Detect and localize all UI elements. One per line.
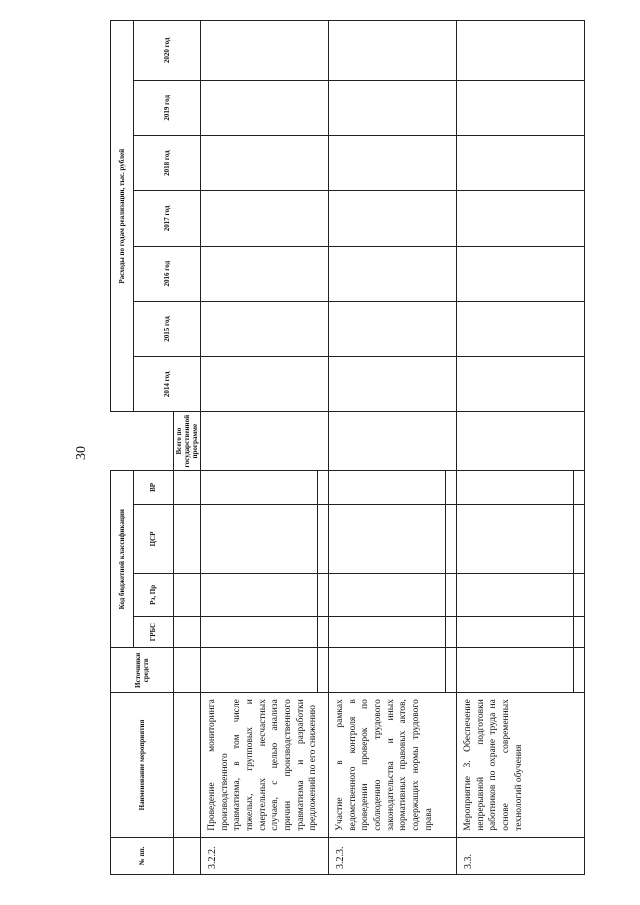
header-name: Наименование мероприятия [111,693,174,838]
row-name: Мероприятие 3. Обеспечение непрерывной подготовки работников по охране труда на основе современных технологий обучения [457,693,585,838]
cell-2016 [201,246,329,301]
cell-2017 [457,191,585,246]
cell-grbs [457,616,585,648]
cell-source [201,648,329,693]
header-vr: ВР [134,470,174,504]
cell-source [457,648,585,693]
cell-2018 [457,135,585,190]
cell-2019 [201,80,329,135]
cell-vr [201,470,329,504]
cell-csr [457,504,585,573]
cell-2015 [201,301,329,356]
cell-2020 [457,21,585,81]
header-source: Источники средств [111,648,174,693]
cell-rzpr [457,574,585,617]
cell-source [329,648,457,693]
header-year-2014: 2014 год [134,357,201,412]
rotated-table-container [110,20,615,875]
header-year-2018: 2018 год [134,135,201,190]
header-total: Всего по государственной программе [174,412,201,470]
cell-2018 [329,135,457,190]
row-name: Проведение мониторинга производственного травматизма, в том числе тяжелых, групповых и смертельных несчастных случаев, с целью анализа причин производственного травматизма и разработки предложений по его снижению [201,693,329,838]
header-grbs: ГРБС [134,616,174,648]
cell-2015 [329,301,457,356]
row-num: 3.2.2. [201,837,329,874]
expenses-table [110,20,585,875]
header-num-lower [174,837,201,874]
cell-total [457,412,585,470]
cell-vr [329,470,457,504]
header-vr-lower [174,470,201,504]
cell-grbs [201,616,329,648]
table-row [457,21,585,875]
cell-csr [329,504,457,573]
page-number: 30 [74,446,89,460]
header-name-lower [174,693,201,838]
cell-2017 [201,191,329,246]
cell-csr [201,504,329,573]
cell-vr [457,470,585,504]
header-expenses-group: Расходы по годам реализации, тыс. рублей [111,21,134,412]
row-num: 3.3. [457,837,585,874]
header-year-2017: 2017 год [134,191,201,246]
cell-total [329,412,457,470]
row-num: 3.2.3. [329,837,457,874]
cell-2014 [457,357,585,412]
cell-2017 [329,191,457,246]
header-source-lower [174,648,201,693]
cell-2019 [457,80,585,135]
cell-2018 [201,135,329,190]
header-csr: ЦСР [134,504,174,573]
header-year-2020: 2020 год [134,21,201,81]
header-rzpr: Рз, Пр [134,574,174,617]
table-row [329,21,457,875]
cell-2020 [329,21,457,81]
cell-rzpr [201,574,329,617]
cell-grbs [329,616,457,648]
header-num: № пп. [111,837,174,874]
table-row [201,21,329,875]
cell-rzpr [329,574,457,617]
header-year-2016: 2016 год [134,246,201,301]
row-name: Участие в рамках ведомственного контроля в проведении проверок по соблюдению трудового законодательства и иных нормативных правовых актов, содержащих нормы трудового права [329,693,457,838]
header-csr-lower [174,504,201,573]
header-grbs-lower [174,616,201,648]
cell-2016 [329,246,457,301]
header-rzpr-lower [174,574,201,617]
cell-2015 [457,301,585,356]
cell-2014 [201,357,329,412]
header-year-2015: 2015 год [134,301,201,356]
header-budget-group: Код бюджетной классификации [111,470,134,648]
header-year-2019: 2019 год [134,80,201,135]
cell-2014 [329,357,457,412]
cell-2020 [201,21,329,81]
cell-2016 [457,246,585,301]
cell-total [201,412,329,470]
header-total-spacer [111,412,174,470]
cell-2019 [329,80,457,135]
